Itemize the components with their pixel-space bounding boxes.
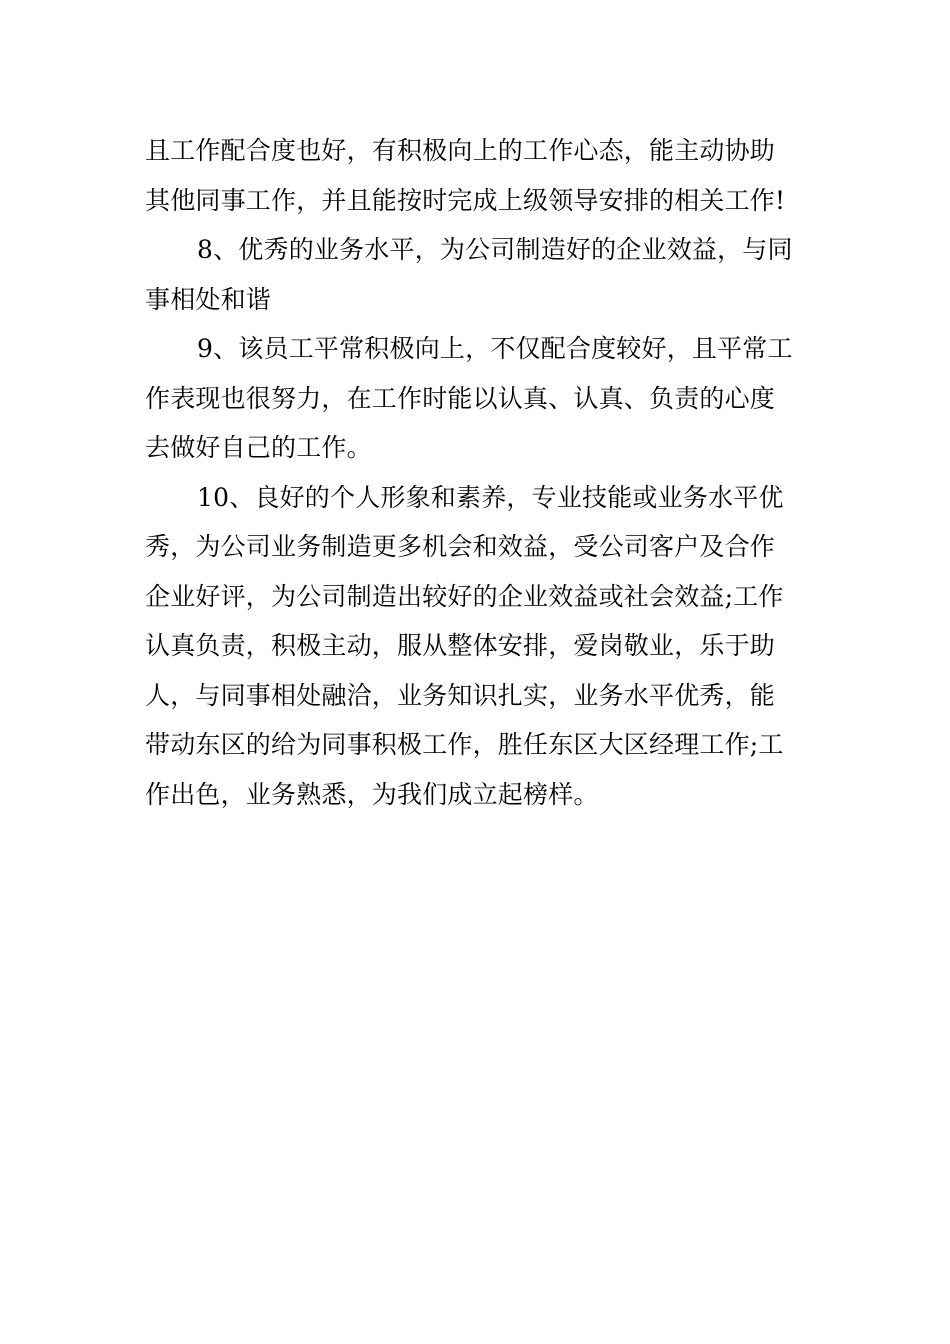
- text-line: 带动东区的给为同事积极工作，胜任东区大区经理工作;工: [145, 730, 784, 759]
- paragraph-7-continued: [145, 126, 810, 225]
- text-line: 作出色，业务熟悉，为我们成立起榜样。: [145, 779, 599, 809]
- text-line: 9、该员工平常积极向上，不仅配合度较好，且平常工: [197, 334, 793, 363]
- text-line: 作表现也很努力，在工作时能以认真、认真、负责的心度: [145, 383, 776, 413]
- text-line: 认真负责，积极主动，服从整体安排，爱岗敬业，乐于助: [145, 631, 776, 660]
- paragraph-9: [145, 324, 810, 473]
- text-line: 企业好评，为公司制造出较好的企业效益或社会效益;工作: [145, 581, 784, 611]
- text-line: 10、良好的个人形象和素养，专业技能或业务水平优: [197, 482, 784, 512]
- text-line: 事相处和谐: [145, 284, 272, 314]
- text-line: 秀，为公司业务制造更多机会和效益，受公司客户及合作: [145, 532, 776, 561]
- paragraph-8: [145, 225, 810, 324]
- paragraph-10: [145, 473, 810, 820]
- document-body: [145, 126, 810, 819]
- text-line: 8、优秀的业务水平，为公司制造好的企业效益，与同: [197, 235, 793, 264]
- text-line: 人，与同事相处融洽，业务知识扎实，业务水平优秀，能: [145, 680, 776, 710]
- text-line: 其他同事工作，并且能按时完成上级领导安排的相关工作!: [145, 185, 786, 215]
- text-line: 且工作配合度也好，有积极向上的工作心态，能主动协助: [145, 136, 776, 165]
- text-line: 去做好自己的工作。: [145, 433, 372, 462]
